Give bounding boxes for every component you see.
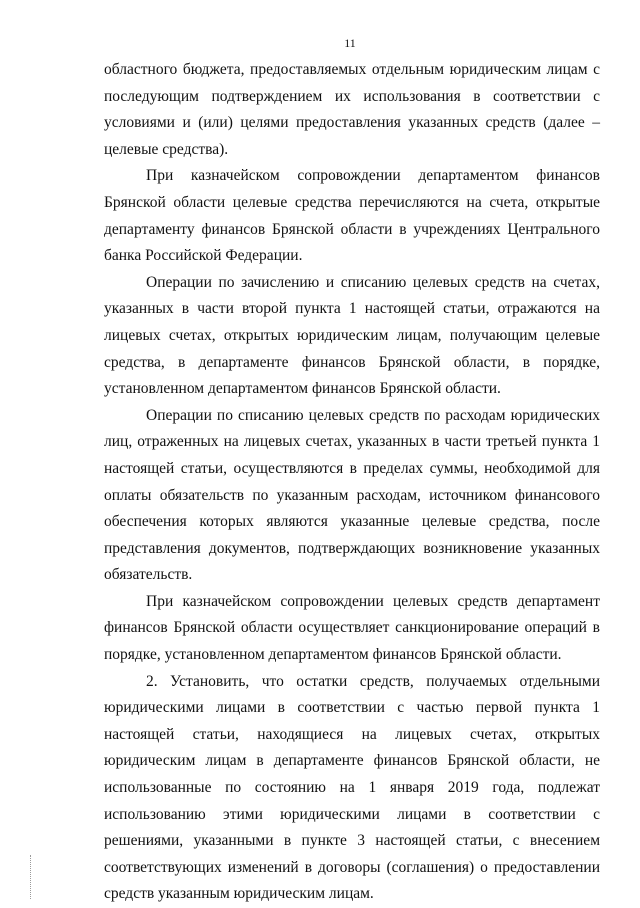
paragraph: При казначейском сопровождении целевых средств департамент финансов Брянской области осуществляет санкционирование операций в порядке, установленном департаментом финансов Брянской области. [104,592,600,664]
page-number: 11 [344,36,356,50]
paragraph-continuation: областного бюджета, предоставляемых отдельным юридическим лицам с последующим подтверждением их использования в соответствии с условиями и (или) целями предоставления указанных средств (далее – целевые средства). [104,61,600,158]
paragraph-item-2: 2. Установить, что остатки средств, получаемых отдельными юридическими лицами в соответствии с частью первой пункта 1 настоящей статьи, находящиеся на лицевых счетах, открытых юридическим лицам в департаменте финансов Брянской области, не использованные по состоянию на 1 января 2019 года, подлежат использованию этими юридическими лицами в соответствии с решениями, указанными в пункте 3 настоящей статьи, с внесением соответствующих изменений в договоры (соглашения) о предоставлении средств указанным юридическим лицам. [104,672,600,903]
body-text [104,57,600,908]
paragraph: Операции по зачислению и списанию целевых средств на счетах, указанных в части второй пункта 1 настоящей статьи, отражаются на лицевых счетах, открытых юридическим лицам, получающим целевые средства, в департаменте финансов Брянской области, в порядке, установленном департаментом финансов Брянской области. [104,273,600,398]
paragraph: Операции по списанию целевых средств по расходам юридических лиц, отраженных на лицевых счетах, указанных в части третьей пункта 1 настоящей статьи, осуществляются в пределах суммы, необходимой для оплаты обязательств по указанным расходам, источником финансового обеспечения которых являются указанные целевые средства, после представления документов, подтверждающих возникновение указанных обязательств. [104,406,600,584]
paragraph: При казначейском сопровождении департаментом финансов Брянской области целевые средства перечисляются на счета, открытые департаменту финансов Брянской области в учреждениях Центрального банка Российской Федерации. [104,167,600,265]
scan-edge-mark [30,855,32,899]
